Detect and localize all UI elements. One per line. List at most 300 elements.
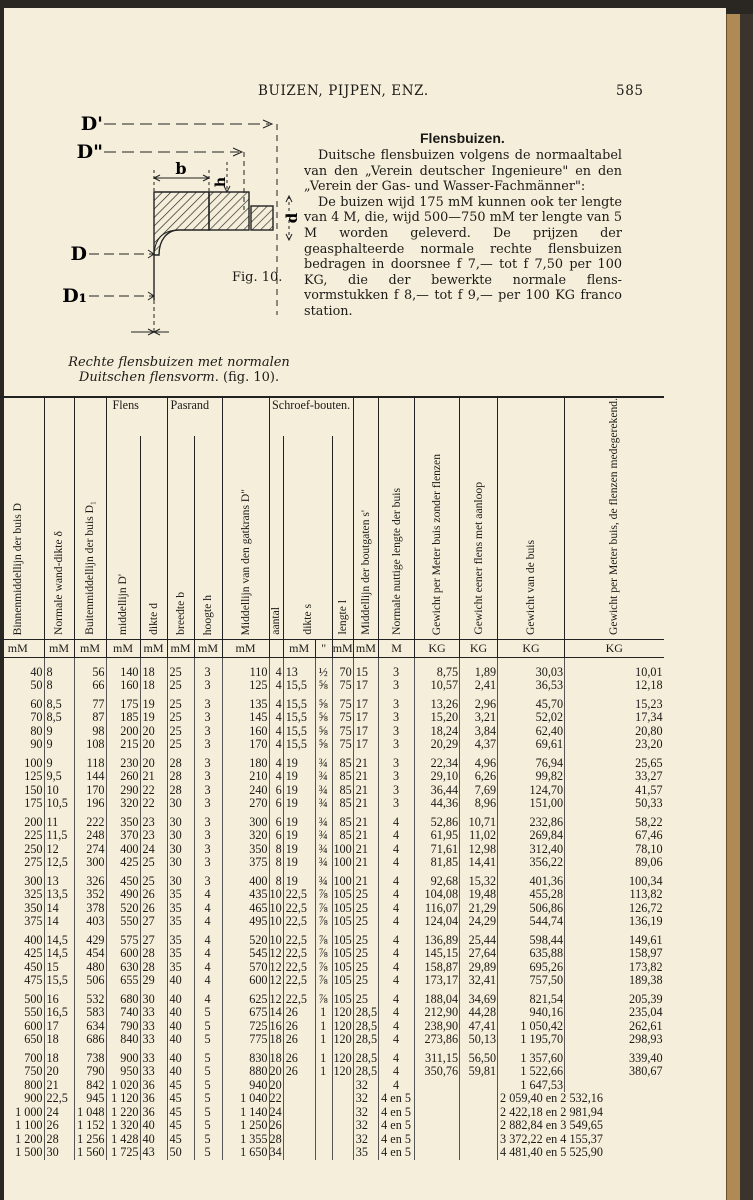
table-cell: 30 (140, 988, 167, 1007)
table-cell: 158,97 (565, 947, 664, 961)
table-cell: 435 (222, 888, 269, 902)
table-cell: 5 (194, 1119, 222, 1133)
table-cell: 10,71 (460, 811, 498, 830)
table-cell: 1 050,42 (498, 1020, 565, 1034)
table-cell: 18,24 (415, 725, 460, 739)
col-pasrand-hoogte: hoogte h (201, 594, 214, 635)
table-cell: 25 (167, 725, 194, 739)
table-cell: 21 (353, 811, 378, 830)
table-cell: 26 (140, 902, 167, 916)
table-row (0, 929, 664, 948)
table-cell: 28 (167, 784, 194, 798)
table-cell: 25 (140, 870, 167, 889)
table-cell (460, 1079, 498, 1093)
table-cell: 450 (106, 870, 140, 889)
table-cell: 11 (44, 811, 74, 830)
table-cell: 105 (333, 900, 352, 915)
table-cell (565, 1079, 664, 1093)
table-cell: 3 (379, 711, 415, 725)
table-cell: 4 en 5 (379, 1092, 415, 1106)
table-cell: 32 (353, 1079, 378, 1093)
table-cell: 1 560 (74, 1146, 106, 1160)
table-cell: 403 (74, 915, 106, 929)
table-cell: 6 (269, 829, 283, 843)
table-cell: ¾ (315, 811, 332, 830)
table-cell: 400 (222, 870, 269, 889)
table-cell: 26 (283, 1033, 315, 1047)
table-cell: 900 (24, 1091, 43, 1106)
table-cell: 738 (74, 1047, 106, 1066)
table-cell: 90 (30, 737, 43, 752)
table-cell: 15,23 (565, 693, 664, 712)
table-cell: 222 (74, 811, 106, 830)
table-cell: 110 (222, 657, 269, 679)
table-cell: 4 (194, 961, 222, 975)
table-cell: 3 (194, 856, 222, 870)
table-cell: 3,21 (460, 711, 498, 725)
table-cell: 4 (379, 915, 415, 929)
table-cell: 352 (74, 888, 106, 902)
table-cell: 298,93 (565, 1033, 664, 1047)
table-cell: 26 (283, 1006, 315, 1020)
table-cell: 455,28 (498, 888, 565, 902)
section-title: Flensbuizen. (420, 130, 505, 146)
table-cell: 4 (269, 711, 283, 725)
table-cell: 26 (283, 1065, 315, 1079)
table-cell: 23 (140, 829, 167, 843)
table-cell: 1 195,70 (498, 1033, 565, 1047)
table-cell: 30 (167, 843, 194, 857)
table-cell: 4 (379, 988, 415, 1007)
table-cell: 262,61 (565, 1020, 664, 1034)
table-cell: 1 040 (222, 1092, 269, 1106)
table-cell: 52,02 (498, 711, 565, 725)
table-cell: 30,03 (498, 657, 565, 679)
table-cell: 126,72 (565, 902, 664, 916)
table-cell (460, 1119, 498, 1133)
table-cell: 28 (167, 770, 194, 784)
table-cell: 105 (333, 973, 352, 988)
table-cell: 17 (44, 1020, 74, 1034)
table-cell: 19 (283, 829, 315, 843)
table-row (0, 902, 664, 916)
table-cell: 80 (30, 723, 43, 738)
table-cell (415, 1079, 460, 1093)
table-cell: 3 (379, 725, 415, 739)
table-cell: 4,37 (460, 738, 498, 752)
table-cell: 15,5 (283, 693, 315, 712)
table-cell: 45,70 (498, 693, 565, 712)
table-cell: 22,5 (283, 902, 315, 916)
table-cell: 32 (353, 1106, 378, 1120)
table-cell: 188,04 (415, 988, 460, 1007)
table-cell: 92,68 (415, 870, 460, 889)
table-cell: 1 (315, 1020, 332, 1034)
table-cell (315, 1119, 332, 1133)
col-aantal: aantal (269, 607, 283, 635)
table-cell: 4 (269, 693, 283, 712)
table-cell: 28 (140, 947, 167, 961)
table-cell: 1 357,60 (498, 1047, 565, 1066)
table-cell: 17 (353, 725, 378, 739)
table-cell: 15 (44, 961, 74, 975)
units-row: mM mM mM mM mM mM mM mM mM " mM mM M KG KG KG KG (0, 639, 664, 657)
table-cell: 273,86 (415, 1033, 460, 1047)
table-cell: 230 (106, 752, 140, 771)
table-cell: 205,39 (565, 988, 664, 1007)
table-cell: 635,88 (498, 947, 565, 961)
table-cell: ⅞ (315, 902, 332, 916)
table-cell: 19 (283, 870, 315, 889)
table-cell: 248 (74, 829, 106, 843)
table-cell: 50 (30, 678, 43, 693)
table-row (0, 947, 664, 961)
table-cell: ¾ (315, 784, 332, 798)
table-cell: 270 (222, 797, 269, 811)
table-cell: 3 (194, 811, 222, 830)
table-cell (283, 1146, 315, 1160)
table-cell: 520 (106, 902, 140, 916)
table-cell: 3 (194, 693, 222, 712)
table-cell: 200 (106, 725, 140, 739)
table-cell: 22 (269, 1091, 282, 1106)
table-cell: 2 422,18 en 2 981,94 (498, 1106, 664, 1120)
table-cell: 59,81 (460, 1065, 498, 1079)
table-cell: 1 220 (106, 1106, 140, 1120)
table-cell: 480 (74, 961, 106, 975)
table-cell: 5 (194, 1033, 222, 1047)
table-cell: 173,17 (415, 974, 460, 988)
table-row (0, 693, 664, 712)
table-cell: 775 (222, 1033, 269, 1047)
table-cell: 1 650 (222, 1146, 269, 1160)
table-cell: 3 372,22 en 4 155,37 (498, 1133, 664, 1147)
table-cell (332, 1146, 353, 1160)
table-cell: 35 (353, 1146, 378, 1160)
table-row (0, 1033, 664, 1047)
table-cell: 1 725 (106, 1146, 140, 1160)
table-cell: 235,04 (565, 1006, 664, 1020)
table-cell: 173,82 (565, 961, 664, 975)
table-cell: ⅝ (315, 725, 332, 739)
table-cell: 25,65 (565, 752, 664, 771)
table-cell: 6 (269, 797, 283, 811)
table-cell (332, 1133, 353, 1147)
table-cell: 13 (44, 870, 74, 889)
table-cell: 583 (74, 1006, 106, 1020)
table-row (0, 811, 664, 830)
table-cell (332, 1092, 353, 1106)
table-cell: 67,46 (565, 829, 664, 843)
table-cell: 339,40 (565, 1047, 664, 1066)
table-cell: 16,5 (44, 1006, 74, 1020)
table-cell: 25 (353, 947, 378, 961)
table-cell: 20 (44, 1065, 74, 1079)
table-cell: 113,82 (565, 888, 664, 902)
table-cell: 4 (379, 1065, 415, 1079)
table-cell: ¾ (315, 829, 332, 843)
table-cell: 21,29 (460, 902, 498, 916)
table-cell: 100 (333, 855, 352, 870)
table-cell: 940 (222, 1079, 269, 1093)
table-cell: 21 (353, 784, 378, 798)
table-row (0, 784, 664, 798)
table-cell: 40 (167, 988, 194, 1007)
table-cell: 13,5 (44, 888, 74, 902)
table-cell: 19 (283, 843, 315, 857)
col-flens-dikte: dikte d (146, 603, 160, 635)
table-cell: 634 (74, 1020, 106, 1034)
table-row (0, 1146, 664, 1160)
table-cell: 47,41 (460, 1020, 498, 1034)
table-cell (283, 1106, 315, 1120)
table-cell: 757,50 (498, 974, 565, 988)
table-cell: 25 (353, 888, 378, 902)
table-cell: 1 500 (15, 1145, 43, 1160)
table-cell: 740 (106, 1006, 140, 1020)
table-cell: 22,5 (283, 929, 315, 948)
table-cell: 15,32 (460, 870, 498, 889)
table-cell: 1,89 (460, 657, 498, 679)
table-cell: 3 (194, 829, 222, 843)
table-cell: 26 (283, 1047, 315, 1066)
table-cell: 17 (353, 711, 378, 725)
table-cell: 17,34 (565, 711, 664, 725)
table-cell: 495 (222, 915, 269, 929)
table-cell: 120 (333, 1032, 352, 1047)
table-cell: 506 (74, 974, 106, 988)
table-cell (415, 1146, 460, 1160)
table-cell: 22 (140, 797, 167, 811)
table-cell: 29,89 (460, 961, 498, 975)
table-cell: 24 (44, 1106, 74, 1120)
table-cell: 105 (333, 914, 352, 929)
table-cell: 320 (222, 829, 269, 843)
table-cell: 170 (222, 738, 269, 752)
table-cell: 545 (222, 947, 269, 961)
table-cell: 35 (167, 915, 194, 929)
table-cell: 500 (24, 991, 43, 1006)
table-cell: 1 (315, 1047, 332, 1066)
table-cell: 22,5 (283, 915, 315, 929)
table-cell: 12 (44, 843, 74, 857)
table-cell: 240 (222, 784, 269, 798)
table-cell: 8,75 (415, 657, 460, 679)
table-cell: 30 (167, 856, 194, 870)
table-cell: 15,5 (44, 974, 74, 988)
table-cell: 880 (222, 1065, 269, 1079)
table-cell: 12 (269, 946, 282, 961)
table-cell: 22,5 (283, 961, 315, 975)
table-cell: 14 (269, 1005, 282, 1020)
table-cell: 326 (74, 870, 106, 889)
table-cell: 830 (222, 1047, 269, 1066)
table-row (0, 961, 664, 975)
table-cell: 375 (24, 914, 43, 929)
table-cell: 4 en 5 (379, 1133, 415, 1147)
table-cell: 60 (30, 696, 43, 711)
table-cell: 40 (140, 1133, 167, 1147)
table-cell: 4 (379, 811, 415, 830)
table-cell: 630 (106, 961, 140, 975)
table-cell: 5 (194, 1133, 222, 1147)
table-cell: 29,10 (415, 770, 460, 784)
table-cell: 800 (24, 1077, 43, 1092)
table-cell: 32,41 (460, 974, 498, 988)
table-cell: 14,5 (44, 929, 74, 948)
col-gewicht-buis: Gewicht van de buis (524, 539, 538, 635)
table-cell: 3 (379, 797, 415, 811)
table-row (0, 1065, 664, 1079)
table-cell: 3,84 (460, 725, 498, 739)
table-cell: 19 (140, 693, 167, 712)
table-cell: 160 (222, 725, 269, 739)
table-cell: 1 250 (222, 1119, 269, 1133)
table-cell: 4 (379, 1047, 415, 1066)
table-cell: 4 (194, 902, 222, 916)
table-cell: 2,96 (460, 693, 498, 712)
table-cell: 790 (74, 1065, 106, 1079)
table-row (0, 870, 664, 889)
table-cell: 1 200 (15, 1131, 43, 1146)
table-cell: 21 (353, 843, 378, 857)
table-cell: 311,15 (415, 1047, 460, 1066)
table-cell: 20,29 (415, 738, 460, 752)
col-nuttige-lengte: Normale nuttige lengte der buis (389, 488, 403, 635)
table-cell: 24 (269, 1104, 282, 1119)
table-cell: 45 (167, 1079, 194, 1093)
table-cell: 27 (140, 915, 167, 929)
table-cell: 550 (24, 1005, 43, 1020)
page-number: 585 (616, 83, 644, 99)
table-row (0, 1020, 664, 1034)
table-cell: 104,08 (415, 888, 460, 902)
table-cell: 12 (269, 973, 282, 988)
table-cell: 3 (379, 679, 415, 693)
table-cell: 19 (283, 752, 315, 771)
table-cell: 4 en 5 (379, 1146, 415, 1160)
table-cell: 550 (106, 915, 140, 929)
table-cell: 40 (167, 1065, 194, 1079)
table-cell: 21 (353, 770, 378, 784)
table-cell: 135 (222, 693, 269, 712)
table-cell: 725 (222, 1020, 269, 1034)
table-cell: 22,5 (283, 974, 315, 988)
table-cell: 27 (140, 929, 167, 948)
table-cell: 40 (167, 1047, 194, 1066)
table-row (0, 829, 664, 843)
table-cell: 175 (24, 796, 43, 811)
table-cell: 36,53 (498, 679, 565, 693)
table-cell: 210 (222, 770, 269, 784)
table-cell: 454 (74, 947, 106, 961)
table-cell: 5 (194, 1079, 222, 1093)
table-cell: 232,86 (498, 811, 565, 830)
table-cell: 25 (353, 988, 378, 1007)
table-cell: 189,38 (565, 974, 664, 988)
table-cell: 400 (24, 932, 43, 947)
label-d: D (70, 243, 87, 265)
col-schroef-dikte: dikte s (300, 604, 314, 635)
table-cell: 1 152 (74, 1119, 106, 1133)
table-cell: 19 (140, 711, 167, 725)
table-cell: 9 (44, 752, 74, 771)
table-cell: 70 (30, 710, 43, 725)
table-cell: 40 (167, 1006, 194, 1020)
table-cell: 4 (269, 657, 283, 679)
table-cell: 41,57 (565, 784, 664, 798)
table-cell: 695,26 (498, 961, 565, 975)
table-cell: 25 (167, 693, 194, 712)
col-pasrand-breedte: breedte b (173, 592, 187, 635)
table-cell: 3 (194, 797, 222, 811)
table-cell: 8 (269, 843, 283, 857)
table-cell: 13,26 (415, 693, 460, 712)
table-cell: 62,40 (498, 725, 565, 739)
table-cell: 21 (353, 797, 378, 811)
table-cell: 25 (167, 711, 194, 725)
table-cell: 4 (194, 888, 222, 902)
table-cell: 144 (74, 770, 106, 784)
table-cell: ⅞ (315, 929, 332, 948)
table-cell: 19 (283, 770, 315, 784)
table-cell: 821,54 (498, 988, 565, 1007)
table-cell: 145,15 (415, 947, 460, 961)
table-cell: 36 (140, 1079, 167, 1093)
table-cell: 99,82 (498, 770, 565, 784)
table-cell (332, 1079, 353, 1093)
label-b: b (175, 159, 187, 178)
table-cell: 149,61 (565, 929, 664, 948)
table-cell: 4 (379, 888, 415, 902)
table-cell: 12,98 (460, 843, 498, 857)
table-cell (460, 1106, 498, 1120)
table-cell: ¾ (315, 843, 332, 857)
table-cell: 4 (269, 752, 283, 771)
table-cell: 260 (106, 770, 140, 784)
table-cell: 71,61 (415, 843, 460, 857)
table-cell: 81,85 (415, 856, 460, 870)
table-cell: 3 (194, 770, 222, 784)
table-cell: 23,20 (565, 738, 664, 752)
table-cell: 45 (167, 1133, 194, 1147)
table-cell: 425 (106, 856, 140, 870)
table-row (0, 657, 664, 679)
table-cell: 8 (44, 679, 74, 693)
table-cell: 5 (194, 1047, 222, 1066)
table-cell: 34 (269, 1145, 282, 1160)
table-cell: 125 (222, 679, 269, 693)
table-cell: 4 (269, 770, 283, 784)
col-wanddikte: Normale wand-dikte δ (52, 530, 65, 635)
table-cell: 24 (140, 843, 167, 857)
table-cell: 25,44 (460, 929, 498, 948)
table-cell: 33 (140, 1033, 167, 1047)
table-cell: 18 (140, 657, 167, 679)
table-cell: 30 (167, 829, 194, 843)
table-cell (415, 1106, 460, 1120)
table-cell: 1 120 (106, 1092, 140, 1106)
table-cell: 33,27 (565, 770, 664, 784)
table-cell: 9 (44, 738, 74, 752)
table-cell: 25 (353, 902, 378, 916)
table-cell: 215 (106, 738, 140, 752)
table-cell: 3 (379, 770, 415, 784)
table-cell: 100 (333, 841, 352, 856)
table-cell: 75 (332, 693, 353, 712)
table-cell: 85 (332, 784, 353, 798)
table-row (0, 974, 664, 988)
